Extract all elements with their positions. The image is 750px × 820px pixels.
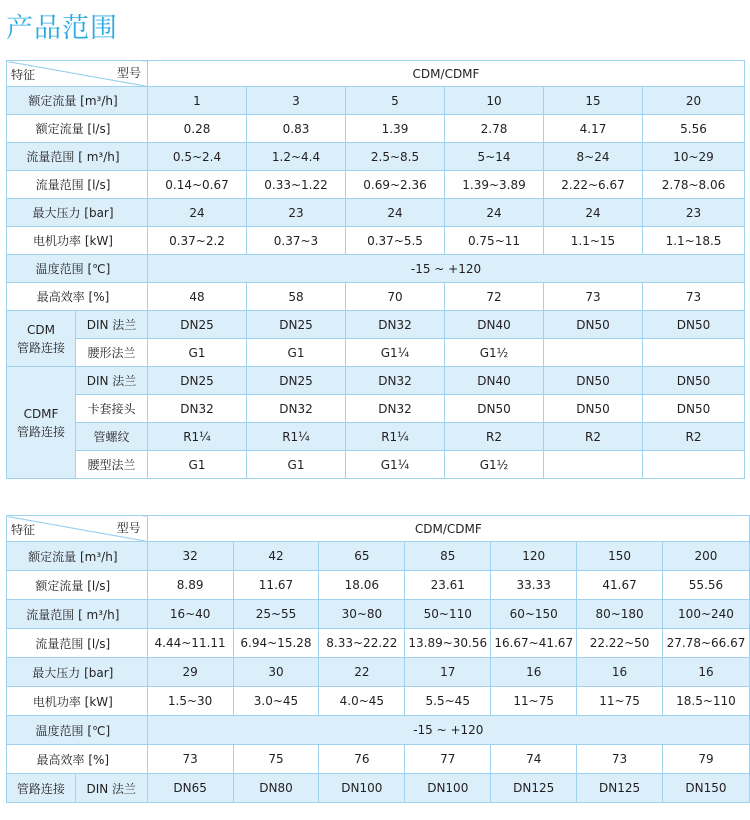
table-row	[7, 87, 745, 115]
value-cell: DN50	[544, 311, 643, 339]
row-label: 最大压力 [bar]	[7, 199, 148, 227]
feature-header-label: 特征	[11, 68, 36, 82]
row-label: 流量范围 [ m³/h]	[7, 600, 148, 629]
value-cell: DN50	[643, 395, 745, 423]
value-cell: 5~14	[445, 143, 544, 171]
table-row	[7, 61, 745, 87]
value-cell: 18.06	[319, 571, 405, 600]
value-cell: 16	[662, 658, 749, 687]
value-cell: 4.44~11.11	[147, 629, 233, 658]
value-cell: 8.89	[147, 571, 233, 600]
value-cell: 5	[346, 87, 445, 115]
table-row	[7, 311, 745, 339]
value-cell: 16	[577, 658, 663, 687]
row-label: 额定流量 [l/s]	[7, 571, 148, 600]
table-row	[7, 255, 745, 283]
header-corner	[7, 516, 148, 542]
value-cell	[643, 339, 745, 367]
value-cell: 79	[662, 745, 749, 774]
value-cell: 8~24	[544, 143, 643, 171]
value-cell: 11~75	[491, 687, 577, 716]
value-cell: DN40	[445, 311, 544, 339]
value-cell: 55.56	[662, 571, 749, 600]
row-label: DIN 法兰	[76, 367, 148, 395]
value-cell: G1½	[445, 339, 544, 367]
value-cell: 0.37~3	[247, 227, 346, 255]
row-label: 最高效率 [%]	[7, 745, 148, 774]
value-cell: DN50	[544, 367, 643, 395]
value-cell: 77	[405, 745, 491, 774]
value-cell: 1.5~30	[147, 687, 233, 716]
value-cell: 1.2~4.4	[247, 143, 346, 171]
row-label: 最高效率 [%]	[7, 283, 148, 311]
value-cell: DN100	[405, 774, 491, 803]
value-cell: 4.0~45	[319, 687, 405, 716]
table-row	[7, 423, 745, 451]
value-cell: 48	[148, 283, 247, 311]
value-cell: 0.37~5.5	[346, 227, 445, 255]
value-cell: 76	[319, 745, 405, 774]
value-cell: 85	[405, 542, 491, 571]
value-cell: 41.67	[577, 571, 663, 600]
value-cell: DN50	[544, 395, 643, 423]
value-cell: G1	[148, 339, 247, 367]
value-cell: DN25	[247, 311, 346, 339]
table-row	[7, 143, 745, 171]
value-cell: 16	[491, 658, 577, 687]
row-label: 电机功率 [kW]	[7, 227, 148, 255]
value-cell: DN100	[319, 774, 405, 803]
row-label: 温度范围 [℃]	[7, 255, 148, 283]
value-cell: 33.33	[491, 571, 577, 600]
table-row	[7, 339, 745, 367]
value-cell: 74	[491, 745, 577, 774]
value-cell: DN32	[346, 395, 445, 423]
value-cell: 24	[544, 199, 643, 227]
value-cell: 6.94~15.28	[233, 629, 319, 658]
value-cell: DN25	[247, 367, 346, 395]
value-cell: 1.1~18.5	[643, 227, 745, 255]
row-label: 腰形法兰	[76, 339, 148, 367]
value-cell: DN32	[148, 395, 247, 423]
value-cell: 72	[445, 283, 544, 311]
value-cell: 0.33~1.22	[247, 171, 346, 199]
value-cell: 23.61	[405, 571, 491, 600]
value-cell: R1¼	[247, 423, 346, 451]
table-row	[7, 516, 750, 542]
value-cell: DN50	[445, 395, 544, 423]
value-cell: 10~29	[643, 143, 745, 171]
value-cell: 73	[643, 283, 745, 311]
value-cell	[544, 339, 643, 367]
row-label: 温度范围 [℃]	[7, 716, 148, 745]
table-row	[7, 283, 745, 311]
model-header-label: 型号	[116, 521, 141, 535]
value-cell: 5.5~45	[405, 687, 491, 716]
value-cell: 150	[577, 542, 663, 571]
value-cell: 5.56	[643, 115, 745, 143]
value-cell: 24	[346, 199, 445, 227]
value-cell: 100~240	[662, 600, 749, 629]
value-cell: 15	[544, 87, 643, 115]
row-label: 额定流量 [m³/h]	[7, 542, 148, 571]
value-cell: 22	[319, 658, 405, 687]
value-cell: 22.22~50	[577, 629, 663, 658]
value-cell: 25~55	[233, 600, 319, 629]
value-cell: -15 ~ +120	[147, 716, 749, 745]
value-cell: 18.5~110	[662, 687, 749, 716]
value-cell: G1¼	[346, 339, 445, 367]
row-label: 最大压力 [bar]	[7, 658, 148, 687]
value-cell: G1¼	[346, 451, 445, 479]
value-cell: DN32	[247, 395, 346, 423]
table-row	[7, 395, 745, 423]
value-cell: 73	[544, 283, 643, 311]
table-row	[7, 451, 745, 479]
value-cell	[643, 451, 745, 479]
value-cell: 0.83	[247, 115, 346, 143]
table-row	[7, 687, 750, 716]
value-cell: DN150	[662, 774, 749, 803]
group-label: 管路连接	[7, 774, 76, 803]
value-cell: -15 ~ +120	[148, 255, 745, 283]
value-cell: 13.89~30.56	[405, 629, 491, 658]
table-row	[7, 658, 750, 687]
row-label: 流量范围 [l/s]	[7, 629, 148, 658]
value-cell: DN50	[643, 367, 745, 395]
value-cell: DN125	[491, 774, 577, 803]
value-cell: 73	[147, 745, 233, 774]
value-cell: 120	[491, 542, 577, 571]
value-cell: 11.67	[233, 571, 319, 600]
value-cell: R2	[445, 423, 544, 451]
product-range-table-2	[6, 515, 750, 803]
value-cell: 0.28	[148, 115, 247, 143]
row-label: 管螺纹	[76, 423, 148, 451]
value-cell: 4.17	[544, 115, 643, 143]
value-cell: 73	[577, 745, 663, 774]
value-cell: 50~110	[405, 600, 491, 629]
table-row	[7, 227, 745, 255]
row-label: 卡套接头	[76, 395, 148, 423]
value-cell: G1½	[445, 451, 544, 479]
value-cell: 23	[643, 199, 745, 227]
value-cell: 16.67~41.67	[491, 629, 577, 658]
value-cell: 200	[662, 542, 749, 571]
value-cell: DN32	[346, 311, 445, 339]
product-range-table-1	[6, 60, 745, 479]
table-row	[7, 629, 750, 658]
value-cell: DN25	[148, 367, 247, 395]
value-cell: G1	[247, 339, 346, 367]
value-cell: 1.39	[346, 115, 445, 143]
table-row	[7, 199, 745, 227]
table-row	[7, 115, 745, 143]
model-name: CDM/CDMF	[148, 61, 745, 87]
value-cell: 23	[247, 199, 346, 227]
table-row	[7, 745, 750, 774]
value-cell: 58	[247, 283, 346, 311]
table-row	[7, 716, 750, 745]
value-cell: 0.14~0.67	[148, 171, 247, 199]
value-cell: 80~180	[577, 600, 663, 629]
group-label: CDMF 管路连接	[7, 367, 76, 479]
value-cell: 0.37~2.2	[148, 227, 247, 255]
value-cell: 3.0~45	[233, 687, 319, 716]
value-cell: 8.33~22.22	[319, 629, 405, 658]
value-cell: DN40	[445, 367, 544, 395]
model-header-label: 型号	[116, 66, 141, 80]
table-row	[7, 600, 750, 629]
value-cell: 2.78	[445, 115, 544, 143]
value-cell: 0.69~2.36	[346, 171, 445, 199]
value-cell: 32	[147, 542, 233, 571]
value-cell: 1.1~15	[544, 227, 643, 255]
table-row	[7, 367, 745, 395]
value-cell: 2.78~8.06	[643, 171, 745, 199]
value-cell: 42	[233, 542, 319, 571]
value-cell: 16~40	[147, 600, 233, 629]
value-cell: 24	[148, 199, 247, 227]
value-cell: 17	[405, 658, 491, 687]
value-cell: R1¼	[346, 423, 445, 451]
value-cell: 1	[148, 87, 247, 115]
table-row	[7, 171, 745, 199]
value-cell: 75	[233, 745, 319, 774]
value-cell: 60~150	[491, 600, 577, 629]
value-cell: 29	[147, 658, 233, 687]
model-name: CDM/CDMF	[147, 516, 749, 542]
value-cell: R2	[643, 423, 745, 451]
value-cell: G1	[247, 451, 346, 479]
value-cell: 3	[247, 87, 346, 115]
page-title: 产品范围	[6, 13, 118, 44]
value-cell	[544, 451, 643, 479]
value-cell: DN80	[233, 774, 319, 803]
value-cell: 0.5~2.4	[148, 143, 247, 171]
row-label: 电机功率 [kW]	[7, 687, 148, 716]
table-row	[7, 774, 750, 803]
value-cell: DN32	[346, 367, 445, 395]
row-label: 流量范围 [ m³/h]	[7, 143, 148, 171]
value-cell: DN125	[577, 774, 663, 803]
value-cell: DN65	[147, 774, 233, 803]
table-row	[7, 542, 750, 571]
value-cell: 2.22~6.67	[544, 171, 643, 199]
header-corner	[7, 61, 148, 87]
group-label: CDM 管路连接	[7, 311, 76, 367]
row-label: DIN 法兰	[76, 311, 148, 339]
value-cell: R1¼	[148, 423, 247, 451]
value-cell: 30~80	[319, 600, 405, 629]
value-cell: 70	[346, 283, 445, 311]
value-cell: G1	[148, 451, 247, 479]
value-cell: 24	[445, 199, 544, 227]
value-cell: 10	[445, 87, 544, 115]
row-label: 额定流量 [l/s]	[7, 115, 148, 143]
value-cell: 65	[319, 542, 405, 571]
row-label: DIN 法兰	[75, 774, 147, 803]
row-label: 流量范围 [l/s]	[7, 171, 148, 199]
value-cell: DN50	[643, 311, 745, 339]
value-cell: DN25	[148, 311, 247, 339]
value-cell: 20	[643, 87, 745, 115]
value-cell: 2.5~8.5	[346, 143, 445, 171]
row-label: 额定流量 [m³/h]	[7, 87, 148, 115]
value-cell: 27.78~66.67	[662, 629, 749, 658]
table-row	[7, 571, 750, 600]
value-cell: 30	[233, 658, 319, 687]
value-cell: R2	[544, 423, 643, 451]
row-label: 腰型法兰	[76, 451, 148, 479]
feature-header-label: 特征	[11, 523, 36, 537]
value-cell: 0.75~11	[445, 227, 544, 255]
value-cell: 1.39~3.89	[445, 171, 544, 199]
value-cell: 11~75	[577, 687, 663, 716]
